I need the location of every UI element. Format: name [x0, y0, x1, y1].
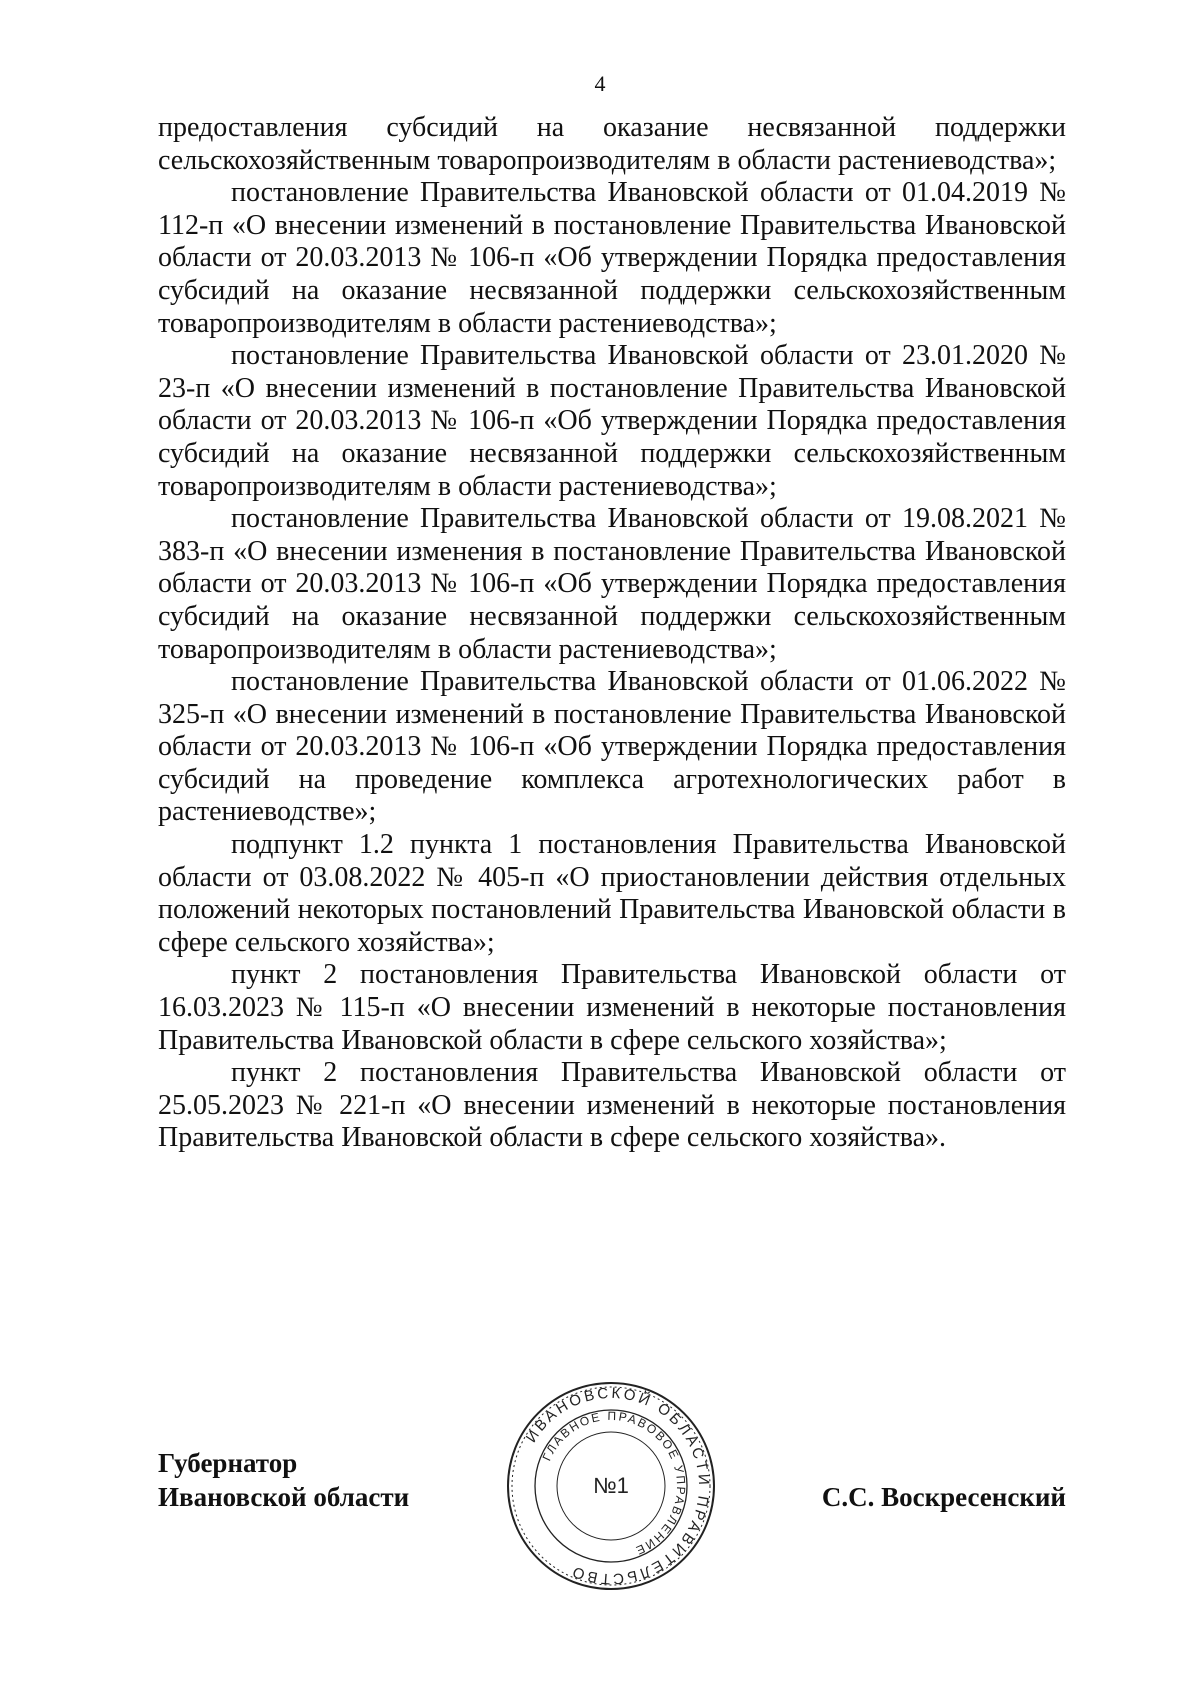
page-number: 4	[594, 71, 606, 96]
paragraph: предоставления субсидий на оказание несвязанной поддержки сельскохозяйственным товаропроизводителям в области растениеводства»;	[158, 112, 1066, 176]
signatory-name: С.С. Воскресенский	[821, 1482, 1066, 1512]
paragraph: постановление Правительства Ивановской области от 19.08.2021 № 383-п «О внесении изменения в постановление Правительства Ивановской области от 20.03.2013 № 106-п «Об утверждении Порядка предоставления субсидий на оказание несвязанной поддержки сельскохозяйственным товаропроизводителям в области растениеводства»;	[158, 503, 1066, 665]
document-body	[158, 112, 1066, 1155]
seal-number: №1	[593, 1473, 629, 1498]
seal-inner-text: ГЛАВНОЕ ПРАВОВОЕ УПРАВЛЕНИЕ	[539, 1408, 689, 1559]
paragraph: постановление Правительства Ивановской области от 23.01.2020 № 23-п «О внесении изменений в постановление Правительства Ивановской области от 20.03.2013 № 106-п «Об утверждении Порядка предоставления субсидий на оказание несвязанной поддержки сельскохозяйственным товаропроизводителям в области растениеводства»;	[158, 340, 1066, 502]
signatory-position-line2: Ивановской области	[158, 1482, 410, 1512]
paragraph: постановление Правительства Ивановской области от 01.06.2022 № 325-п «О внесении изменений в постановление Правительства Ивановской области от 20.03.2013 № 106-п «Об утверждении Порядка предоставления субсидий на проведение комплекса агротехнологических работ в растениеводстве»;	[158, 666, 1066, 828]
paragraph: пункт 2 постановления Правительства Ивановской области от 25.05.2023 № 221-п «О внесении изменений в некоторые постановления Правительства Ивановской области в сфере сельского хозяйства».	[158, 1057, 1066, 1154]
paragraph: подпункт 1.2 пункта 1 постановления Правительства Ивановской области от 03.08.2022 № 405-п «О приостановлении действия отдельных положений некоторых постановлений Правительства Ивановской области в сфере сельского хозяйства»;	[158, 829, 1066, 958]
paragraph: пункт 2 постановления Правительства Ивановской области от 16.03.2023 № 115-п «О внесении изменений в некоторые постановления Правительства Ивановской области в сфере сельского хозяйства»;	[158, 959, 1066, 1056]
signatory-position	[158, 1446, 409, 1514]
official-seal	[505, 1380, 717, 1592]
paragraph: постановление Правительства Ивановской области от 01.04.2019 № 112-п «О внесении изменений в постановление Правительства Ивановской области от 20.03.2013 № 106-п «Об утверждении Порядка предоставления субсидий на оказание несвязанной поддержки сельскохозяйственным товаропроизводителям в области растениеводства»;	[158, 177, 1066, 339]
seal-outer-text: ИВАНОВСКОЙ ОБЛАСТИ ПРАВИТЕЛЬСТВО	[522, 1384, 713, 1588]
signatory-position-line1: Губернатор	[158, 1448, 298, 1478]
